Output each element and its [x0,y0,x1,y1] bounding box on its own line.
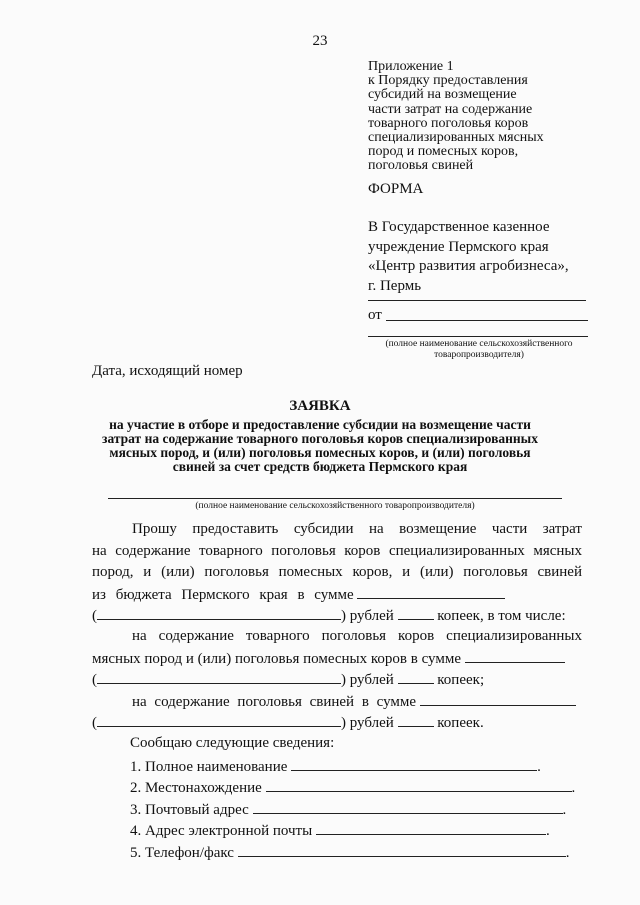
addressee-line: учреждение Пермского края [368,238,549,255]
rubles-label: ) рублей [341,715,394,731]
request-line-4 [92,585,582,604]
appendix-line: к Порядку предоставления [368,73,528,89]
kopeks-label: копеек. [437,715,484,731]
cows-amount-words-row [92,670,484,689]
rubles-label: ) рублей [341,672,394,688]
producer-name-line[interactable] [108,498,562,499]
end-mark: . [562,802,567,818]
info-item-row [130,821,550,840]
paren-open: ( [92,715,97,731]
applicant-note-line: товаропроизводителя) [434,350,524,360]
appendix-line: специализированных мясных [368,130,544,146]
end-mark: . [537,759,541,775]
cows-line-1: на содержание товарного поголовья коров специализированных [132,628,582,644]
total-kopeks-field[interactable] [398,606,434,620]
from-label: от [368,307,382,323]
appendix-block [368,60,544,174]
pigs-amount-field[interactable] [420,692,576,706]
info-item-row [130,757,541,776]
kopeks-label: копеек; [437,672,485,688]
addressee-line: В Государственное казенное [368,219,550,235]
addressee-blank-line[interactable] [368,300,586,301]
appendix-line: Приложение 1 [368,59,454,74]
paren-open: ( [92,608,97,624]
end-mark: . [565,845,570,861]
end-mark: . [545,823,550,839]
appendix-line: части затрат на содержание [368,101,533,117]
producer-note: (полное наименование сельскохозяйственного товаропроизводителя) [195,501,475,511]
addressee-line: г. Пермь [368,277,422,294]
info-item-row [130,800,566,819]
applicant-note-line: (полное наименование сельскохозяйственного [385,339,573,349]
request-line-3: пород, и (или) поголовья помесных коров, и (или) поголовья свиней [92,564,582,580]
request-line-4-text: из бюджета Пермского края в сумме [92,587,354,603]
info-item-label: 4. Адрес электронной почты [130,823,313,839]
pigs-amount-words-row [92,713,484,732]
cows-amount-words-field[interactable] [97,670,341,684]
rubles-label: ) рублей [341,608,394,624]
total-amount-field[interactable] [357,585,505,599]
postal-address-field[interactable] [253,800,563,814]
applicant-note [368,339,590,361]
request-line-1: Прошу предоставить субсидии на возмещение части затрат [132,521,582,537]
pigs-kopeks-field[interactable] [398,713,434,727]
request-line-2: на содержание товарного поголовья коров специализированных мясных [92,543,582,559]
from-field-line-2[interactable] [368,336,588,337]
document-subtitle: на участие в отборе и предоставление субсидии на возмещение части затрат на содержание товарного поголовья коров специализированных мясных пород, и (или) поголовья помесных коров, и (или) поголовья свиней за счет средств бюджета Пермского края [102,417,538,474]
cows-amount-field[interactable] [465,649,565,663]
addressee-line: «Центр развития агробизнеса», [368,258,569,274]
cows-line-2-row [92,649,565,668]
appendix-line: субсидий на возмещение [368,87,517,103]
pigs-line-1: на содержание поголовья свиней в сумме [132,694,417,710]
end-mark: . [571,780,576,796]
phone-fax-field[interactable] [238,843,566,857]
appendix-line: пород и помесных коров, [368,144,519,160]
appendix-line: товарного поголовья коров [368,115,529,131]
info-item-label: 3. Почтовый адрес [130,802,249,818]
cows-kopeks-field[interactable] [398,670,434,684]
addressee-block [368,218,569,296]
paren-open: ( [92,672,97,688]
location-field[interactable] [266,778,572,792]
info-item-label: 1. Полное наименование [130,759,288,775]
document-title: ЗАЯВКА [289,398,351,414]
page-number: 23 [312,33,328,49]
pigs-amount-words-field[interactable] [97,713,341,727]
total-amount-words-row [92,606,566,625]
date-number-label: Дата, исходящий номер [92,363,243,379]
pigs-line-1-row [132,692,576,711]
full-name-field[interactable] [291,757,537,771]
info-item-label: 5. Телефон/факс [130,845,234,861]
appendix-line: поголовья свиней [368,158,474,174]
form-label: ФОРМА [368,181,424,197]
info-item-label: 2. Местонахождение [130,780,262,796]
cows-line-2: мясных пород и (или) поголовья помесных коров в сумме [92,651,461,667]
email-field[interactable] [316,821,546,835]
total-amount-words-field[interactable] [97,606,341,620]
from-field-line[interactable] [386,320,588,321]
info-item-row [130,843,569,862]
info-intro: Сообщаю следующие сведения: [130,735,335,751]
kopeks-label: копеек, в том числе: [437,608,566,624]
info-item-row [130,778,575,797]
